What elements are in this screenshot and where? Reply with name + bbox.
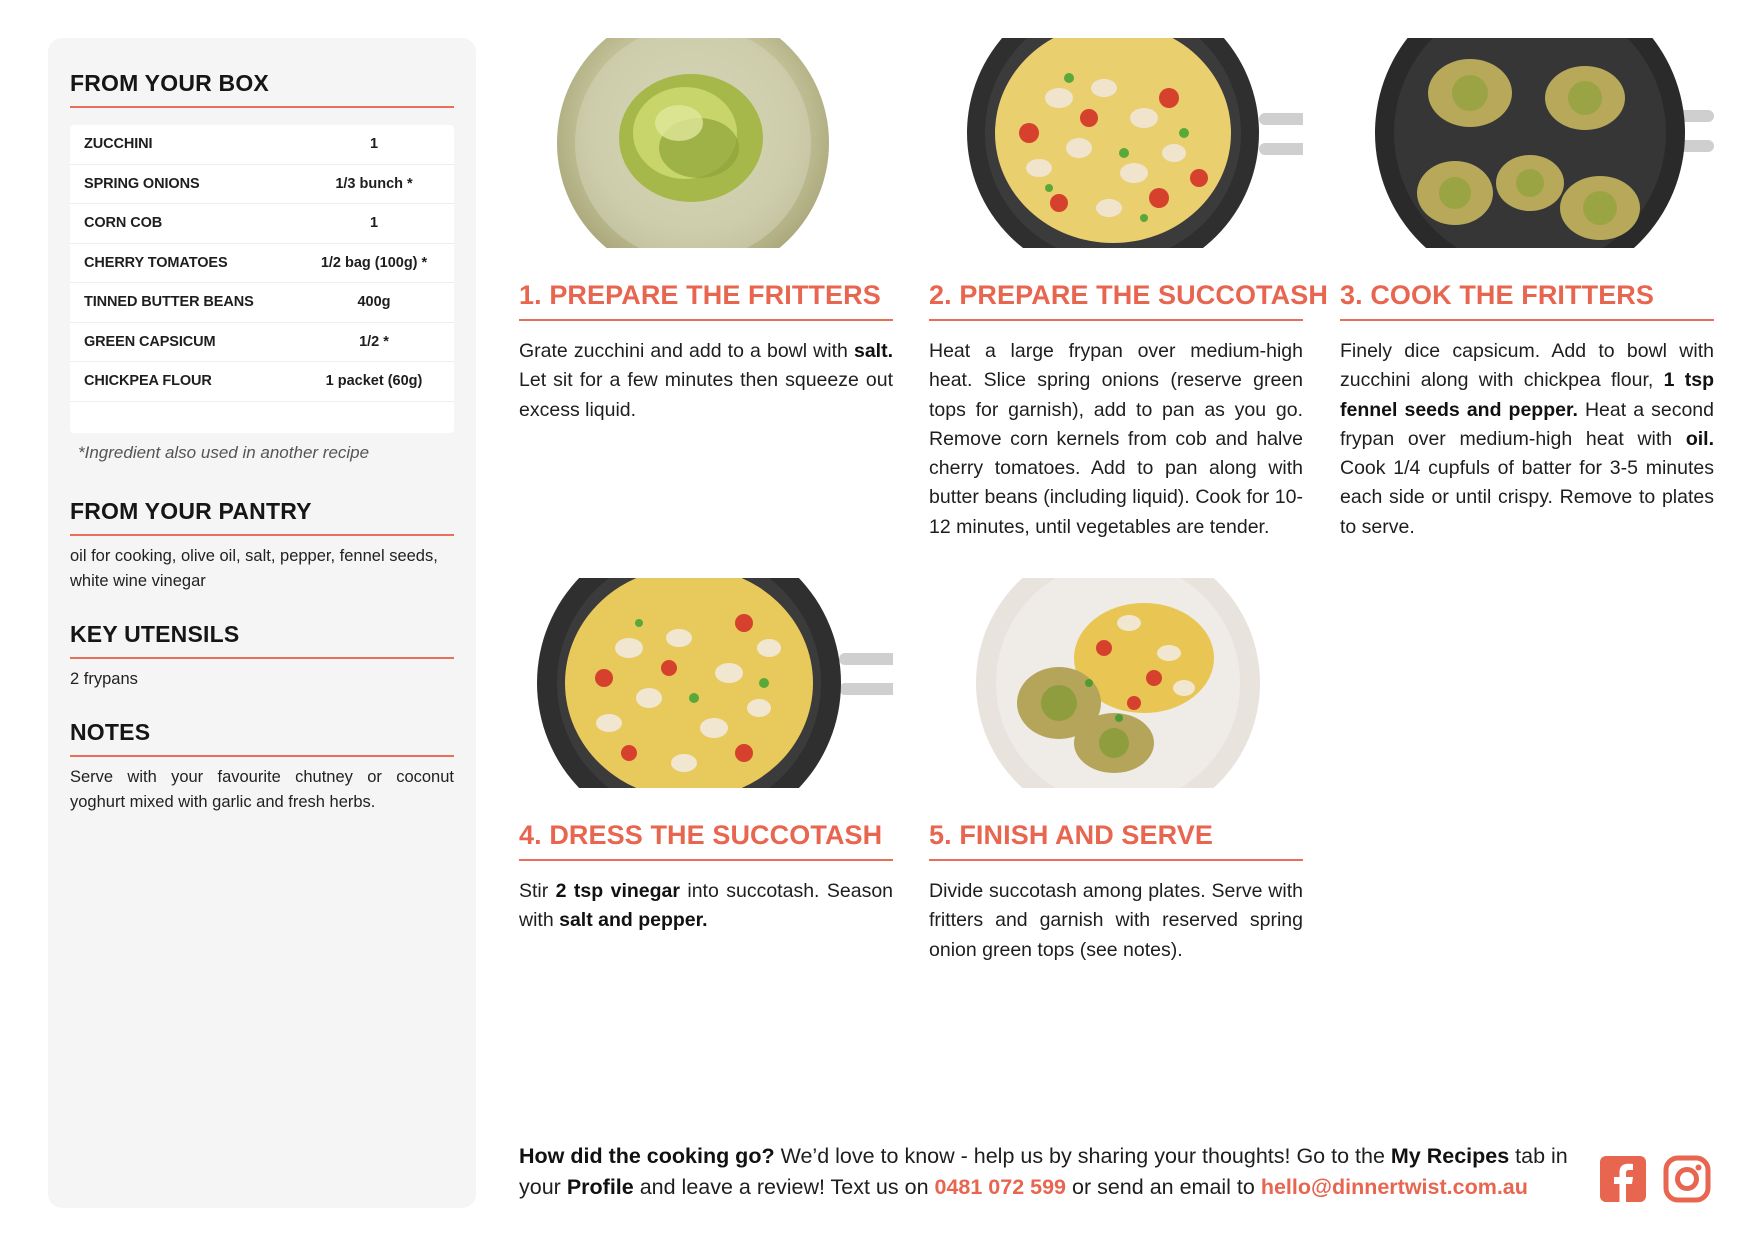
notes-heading: NOTES <box>70 719 454 757</box>
table-row <box>70 204 454 244</box>
utensils-text: 2 frypans <box>70 670 138 688</box>
ingredient-name: TINNED BUTTER BEANS <box>84 294 254 311</box>
table-row <box>70 283 454 323</box>
step-3-title: 3. COOK THE FRITTERS <box>1340 280 1714 321</box>
feedback-footer: How did the cooking go? We’d love to know - help us by sharing your thoughts! Go to the My Recipes tab in your Profile and leave a review! Text us on 0481 072 599 or send an email to hello@dinnertwist.com.au <box>519 1144 1568 1199</box>
profile-link: Profile <box>566 1175 634 1199</box>
step-4-title: 4. DRESS THE SUCCOTASH <box>519 820 893 861</box>
email-link[interactable]: hello@dinnertwist.com.au <box>1260 1175 1528 1199</box>
instagram-icon[interactable] <box>1663 1155 1711 1203</box>
step-5-text: Divide succotash among plates. Serve with fritters and garnish with reserved spring onion green tops (see notes). <box>929 880 1303 961</box>
step-2-photo <box>929 38 1303 248</box>
ingredient-name: SPRING ONIONS <box>84 175 200 192</box>
step-3-photo <box>1340 38 1714 248</box>
step-2-text: Heat a large frypan over medium-high heat. Slice spring onions (reserve green tops for garnish), add to pan as you go. Remove corn kernels from cob and halve cherry tomatoes. Add to pan along with butter beans (including liquid). Cook for 10-12 minutes, until vegetables are tender. <box>929 340 1303 538</box>
facebook-icon[interactable] <box>1599 1155 1647 1203</box>
feedback-question: How did the cooking go? <box>519 1144 775 1168</box>
step-4-text: Stir 2 tsp vinegar into succotash. Season with salt and pepper. <box>519 880 894 932</box>
ingredients-sidebar <box>48 38 476 1208</box>
from-your-pantry-heading: FROM YOUR PANTRY <box>70 498 454 536</box>
pantry-text: oil for cooking, olive oil, salt, pepper, fennel seeds, white wine vinegar <box>70 547 438 590</box>
ingredient-qty: 400g <box>357 294 391 311</box>
step-5-title: 5. FINISH AND SERVE <box>929 820 1303 861</box>
from-your-box-heading: FROM YOUR BOX <box>70 70 454 108</box>
ingredient-qty: 1 packet (60g) <box>325 373 423 390</box>
step-3 <box>1340 38 1714 558</box>
step-4 <box>519 578 893 978</box>
phone-link[interactable]: 0481 072 599 <box>934 1175 1067 1199</box>
step-1-photo <box>519 38 893 248</box>
ingredient-name: ZUCCHINI <box>84 136 153 153</box>
step-1 <box>519 38 893 558</box>
ingredient-qty: 1/3 bunch * <box>335 175 413 192</box>
ingredient-qty: 1/2 * <box>359 333 389 350</box>
ingredients-table <box>70 125 454 433</box>
table-row <box>70 125 454 165</box>
step-2-title: 2. PREPARE THE SUCCOTASH <box>929 280 1303 321</box>
notes-text: Serve with your favourite chutney or coconut yoghurt mixed with garlic and fresh herbs. <box>70 768 454 811</box>
ingredient-name: CHERRY TOMATOES <box>84 254 228 271</box>
table-row <box>70 362 454 402</box>
ingredient-qty: 1 <box>369 215 379 232</box>
ingredient-name: GREEN CAPSICUM <box>84 333 216 350</box>
step-2 <box>929 38 1328 558</box>
shared-ingredient-footnote: *Ingredient also used in another recipe <box>78 443 370 462</box>
step-4-photo <box>519 578 893 788</box>
table-row <box>70 323 454 363</box>
my-recipes-link: My Recipes <box>1390 1144 1510 1168</box>
table-row <box>70 244 454 284</box>
ingredient-qty: 1/2 bag (100g) * <box>320 254 428 271</box>
ingredient-name: CORN COB <box>84 215 163 232</box>
key-utensils-heading: KEY UTENSILS <box>70 621 454 659</box>
step-5-photo <box>929 578 1303 788</box>
step-1-title: 1. PREPARE THE FRITTERS <box>519 280 893 321</box>
step-5 <box>929 578 1303 978</box>
ingredient-name: CHICKPEA FLOUR <box>84 373 212 390</box>
table-row <box>70 165 454 205</box>
ingredient-qty: 1 <box>369 136 379 153</box>
step-3-text: Finely dice capsicum. Add to bowl with zucchini along with chickpea flour, 1 tsp fennel seeds and pepper. Heat a second frypan over medium-high heat with oil. Cook 1/4 cupfuls of batter for 3-5 minutes each side or until crispy. Remove to plates to serve. <box>1340 340 1714 538</box>
step-1-text: Grate zucchini and add to a bowl with salt. Let sit for a few minutes then squeeze out excess liquid. <box>519 340 893 421</box>
